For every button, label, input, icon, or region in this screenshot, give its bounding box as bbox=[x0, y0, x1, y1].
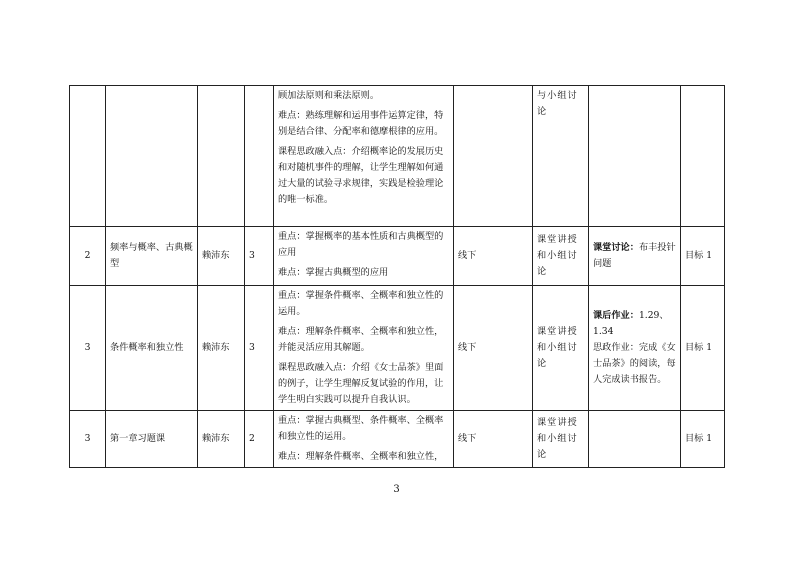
row-title: 条件概率和独立性 bbox=[106, 286, 198, 411]
page-number: 3 bbox=[393, 484, 400, 495]
table-row bbox=[70, 227, 725, 286]
row-teacher: 赖沛东 bbox=[198, 286, 245, 411]
row-teacher bbox=[198, 86, 245, 227]
row-mode bbox=[454, 86, 533, 227]
row-goal bbox=[681, 86, 725, 227]
table-row bbox=[70, 411, 725, 468]
row-hours: 2 bbox=[245, 411, 274, 468]
row-number bbox=[70, 86, 106, 227]
row-number: 2 bbox=[70, 227, 106, 286]
table-row bbox=[70, 86, 725, 227]
row-teacher: 赖沛东 bbox=[198, 411, 245, 468]
homework-text: 布丰投针问题 bbox=[593, 242, 676, 269]
content-paragraph: 难点：理解条件概率、全概率和独立性，并能灵活应用其解题。 bbox=[278, 326, 444, 353]
row-mode: 线下 bbox=[454, 286, 533, 411]
homework-text: 1.29、1.34 bbox=[593, 310, 669, 337]
row-goal: 目标 1 bbox=[681, 227, 725, 286]
row-homework bbox=[589, 86, 681, 227]
content-paragraph: 重点：掌握概率的基本性质和古典概型的应用 bbox=[278, 231, 444, 258]
row-number: 3 bbox=[70, 286, 106, 411]
row-hours bbox=[245, 86, 274, 227]
row-homework bbox=[589, 227, 681, 286]
row-homework bbox=[589, 411, 681, 468]
row-content bbox=[274, 286, 454, 411]
row-method: 课堂讲授和小组讨论 bbox=[533, 227, 589, 286]
row-method: 与小组讨论 bbox=[533, 86, 589, 227]
content-paragraph: 难点：掌握古典概型的应用 bbox=[278, 267, 389, 278]
content-paragraph: 重点：掌握古典概型、条件概率、全概率和独立性的运用。 bbox=[278, 415, 444, 442]
content-paragraph: 难点：熟练理解和运用事件运算定律，特别是结合律、分配率和德摩根律的应用。 bbox=[278, 110, 444, 137]
row-goal: 目标 1 bbox=[681, 411, 725, 468]
row-title: 频率与概率、古典概型 bbox=[106, 227, 198, 286]
row-content bbox=[274, 227, 454, 286]
row-mode: 线下 bbox=[454, 227, 533, 286]
row-method: 课堂讲授和小组讨论 bbox=[533, 286, 589, 411]
content-paragraph: 顾加法原则和乘法原则。 bbox=[278, 90, 380, 101]
row-content bbox=[274, 86, 454, 227]
course-schedule-table bbox=[69, 85, 725, 468]
homework-extra-text: 思政作业：完成《女士品茶》的阅读，每人完成读书报告。 bbox=[593, 342, 676, 385]
row-hours: 3 bbox=[245, 227, 274, 286]
row-content bbox=[274, 411, 454, 468]
row-method: 课堂讲授和小组讨论 bbox=[533, 411, 589, 468]
row-hours: 3 bbox=[245, 286, 274, 411]
table-row bbox=[70, 286, 725, 411]
row-title bbox=[106, 86, 198, 227]
homework-label: 课堂讨论： bbox=[593, 242, 639, 253]
content-paragraph: 课程思政融入点：介绍《女士品茶》里面的例子，让学生理解反复试验的作用，让学生明白实践可以提升自我认识。 bbox=[278, 362, 444, 405]
row-number: 3 bbox=[70, 411, 106, 468]
row-title: 第一章习题课 bbox=[106, 411, 198, 468]
content-paragraph: 重点：掌握条件概率、全概率和独立性的运用。 bbox=[278, 290, 444, 317]
homework-label: 课后作业： bbox=[593, 310, 639, 321]
row-mode: 线下 bbox=[454, 411, 533, 468]
content-paragraph: 难点：理解条件概率、全概率和独立性， bbox=[278, 451, 444, 462]
row-teacher: 赖沛东 bbox=[198, 227, 245, 286]
row-goal: 目标 1 bbox=[681, 286, 725, 411]
row-homework bbox=[589, 286, 681, 411]
content-paragraph: 课程思政融入点：介绍概率论的发展历史和对随机事件的理解，让学生理解如何通过大量的试验寻求规律，实践是检验理论的唯一标准。 bbox=[278, 146, 444, 205]
